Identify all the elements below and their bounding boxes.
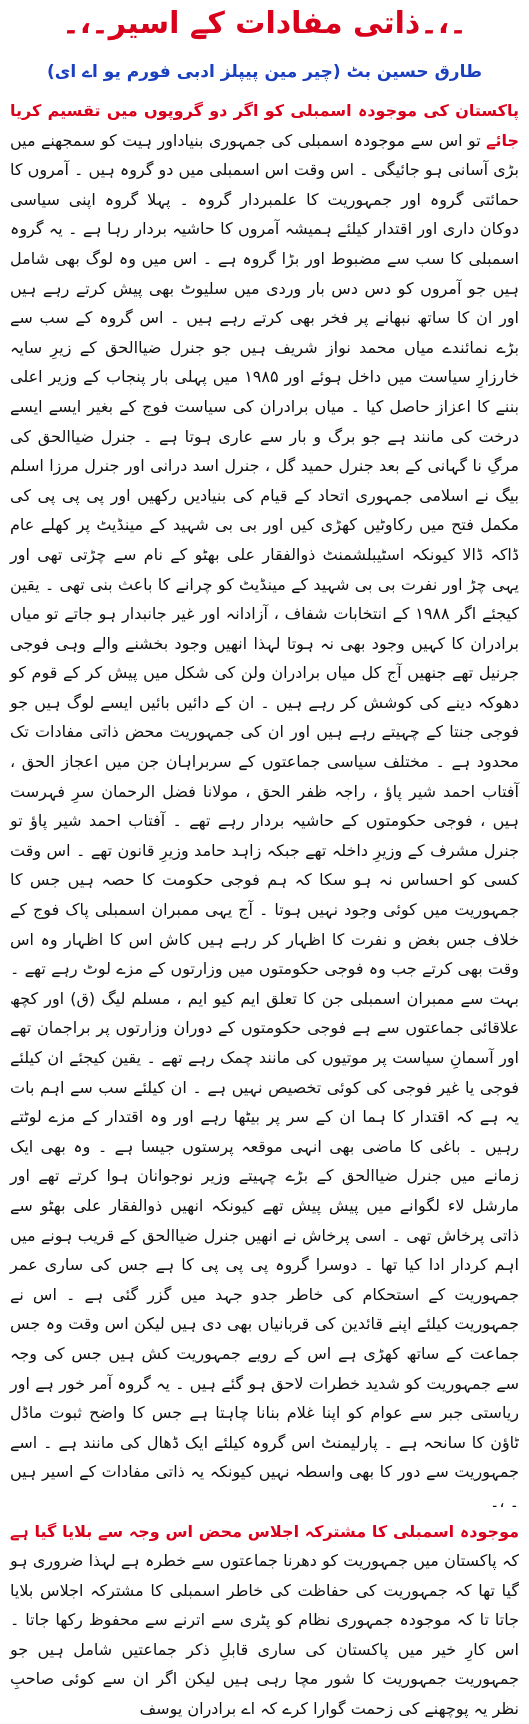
article-body (10, 96, 519, 1724)
lead-text: تو اس سے موجودہ اسمبلی کی جمہوری بنیاداور ہیت کو سمجھنے میں بڑی آسانی ہو جائیگی ۔ اس وقت اس اسمبلی میں دو گروہ ہیں ۔ آمروں کا حمائتی گروہ اور جمہوریت کا علمبردار گروہ ۔ پہلا گروہ اپنی سیاسی دوکان داری اور اقتدار کیلئے ہمیشہ آمروں کا حاشیہ بردار رہا ہے ۔ یہ گروہ اسمبلی کا سب سے مضبوط اور بڑا گروہ ہے ۔ اس میں وہ لوگ بھی شامل ہیں جو آمروں کو دس دس بار وردی میں سلیوٹ بھی پیش کرتے رہے ہیں اور ان کا ساتھ نبھانے پر فخر بھی کرتے رہے ہیں ۔ اس گروہ کے سب سے بڑے نمائندے میاں محمد نواز شریف ہیں جو جنرل ضیاالحق کے زیرِ سایہ خارزارِ سیاست میں داخل ہوئے اور ۱۹۸۵ میں پہلی بار پنجاب کے وزیر اعلی بننے کا اعزاز حاصل کیا ۔ میاں برادران کی سیاست فوج کے بغیر ایسے ایسے درخت کی مانند ہے جو برگ و بار سے عاری ہوتا ہے ۔ جنرل ضیاالحق کی مرگِ نا گہانی کے بعد جنرل حمید گل ، جنرل اسد درانی اور جنرل مرزا اسلم بیگ نے اسلامی جمہوری اتحاد کے قیام کی بنیادیں رکھیں اور پی پی پی کی مکمل فتح میں رکاوٹیں کھڑی کیں اور بی بی شہید کے مینڈیٹ پر کھلے عام ڈاکہ ڈالا کیونکہ اسٹیبلشمنٹ ذوالفقار علی بھٹو کے نام سے چڑتی تھی اور یہی چڑ اور نفرت بی بی شہید کے مینڈیٹ کو چرانے کا باعث بنی تھی ۔ یقین کیجئے اگر ۱۹۸۸ کے انتخابات شفاف ، آزادانہ اور غیر جانبدار ہو جاتے تو میاں برادران کا کہیں وجود بھی نہ ہوتا لہذا انھیں وجود بخشنے والے وہی فوجی جرنیل تھے جنھیں آج کل میاں برادران ولن کی شکل میں پیش کر کے قوم کو دھوکہ دینے کی کوشش کر رہے ہیں ۔ ان کے دائیں بائیں ایسے لوگ ہیں جو فوجی جنتا کے چہیتے رہے ہیں اور ان کی جمہوریت محض ذاتی مفادات تک محدود ہے ۔ مختلف سیاسی جماعتوں کے سربراہان جن میں اعجاز الحق ، آفتاب احمد شیر پاؤ ، راجہ ظفر الحق ، مولانا فضل الرحمان سرِ فہرست ہیں ، فوجی حکومتوں کے حاشیہ بردار رہے تھے ۔ آفتاب احمد شیر پاؤ تو جنرل مشرف کے وزیرِ داخلہ تھے جبکہ زاہد حامد وزیرِ قانون تھے ۔ اس وقت کسی کو احساس نہ ہو سکا کہ ہم فوجی حکومت کا حصہ ہیں جس کا جمہوریت میں کوئی وجود نہیں ہوتا ۔ آج یہی ممبران اسمبلی پاک فوج کے خلاف جس بغض و نفرت کا اظہار کر رہے ہیں کاش اس کا اظہار وہ اس وقت بھی کرتے جب وہ فوجی حکومتوں میں وزارتوں کے مزے لوٹ رہے تھے ۔ بہت سے ممبران اسمبلی جن کا تعلق ایم کیو ایم ، مسلم لیگ (ق) اور کچھ علاقائی جماعتوں سے ہے فوجی حکومتوں کے دوران وزارتوں پر براجمان تھے اور آسمانِ سیاست پر موتیوں کی مانند چمک رہے تھے ۔ یقین کیجئے ان کیلئے فوجی یا غیر فوجی کی کوئی تخصیص نہیں ہے ۔ ان کیلئے سب سے اہم بات یہ ہے کہ اقتدار کا ہما ان کے سر پر بیٹھا رہے اور وہ اقتدار کے مزے لوٹتے رہیں ۔ باغی کا ماضی بھی انہی موقعہ پرستوں جیسا ہے ۔ وہ بھی ایک زمانے میں جنرل ضیاالحق کے بڑے چہیتے وزیر نوجوانان ہوا کرتے تھے اور مارشل لاء لگوانے میں پیش پیش تھے کیونکہ انھیں ذوالفقار علی بھٹو سے ذاتی پرخاش تھی ۔ اسی پرخاش نے انھیں جنرل ضیاالحق کے قریب ہونے میں اہم کردار ادا کیا تھا ۔ دوسرا گروہ پی پی پی کا ہے جس کی ساری عمر جمہوریت کے استحکام کی خاطر جدو جہد میں گزر گئی ہے ۔ اس نے جمہوریت کیلئے اپنے قائدین کی قربانیاں بھی دی ہیں لیکن اس وقت وہ جس جماعت کے ساتھ کھڑی ہے اس کے رویے جمہوریت کش ہیں جس کی وجہ سے جمہوریت کو شدید خطرات لاحق ہو گئے ہیں ۔ یہ گروہ آمر خور ہے اور ریاستی جبر سے عوام کو اپنا غلام بنانا چاہتا ہے جس کا واضح ثبوت ماڈل ٹاؤن کا سانحہ ہے ۔ پارلیمنٹ اس گروہ کیلئے ایک ڈھال کی مانند ہے ۔ اسے جمہوریت سے دور کا بھی واسطہ نہیں کیونکہ یہ ذاتی مفادات کے اسیر ہیں ۔ ،۔ (10, 130, 520, 1511)
article-headline: ۔،۔ذاتی مفادات کے اسیر۔،۔ (62, 6, 467, 41)
lead-highlight: پاکستان کی موجودہ اسمبلی کو اگر دو گروپوں میں تقسیم کریا جائے (10, 101, 519, 150)
article-byline: طارق حسین بٹ (چیر مین پیپلز ادبی فورم یو اے ای) (47, 62, 482, 82)
para2-text: کہ پاکستان میں جمہوریت کو دھرنا جماعتوں سے خطرہ ہے لہذا ضروری ہو گیا تھا کہ جمہوریت کی حفاظت کی خاطر اسمبلی کا مشترکہ اجلاس بلایا جاتا تا کہ موجودہ جمہوری نظام کو پٹری سے اترنے سے محفوظ رکھا جاتا ۔ اس کارِ خیر میں پاکستان کی ساری قابلِ ذکر جماعتیں شامل ہیں جو جمہوریت جمہوریت کا شور مچا رہی ہیں لیکن اگر ان سے کوئی صاحبِ نظر یہ پوچھنے کی زحمت گوارا کرے کہ اے برادران یوسف (10, 1551, 519, 1719)
article-paragraph-2 (10, 1517, 519, 1724)
para2-highlight: موجودہ اسمبلی کا مشترکہ اجلاس محض اس وجہ سے بلایا گیا ہے (10, 1521, 519, 1541)
article-paragraph-lead (10, 96, 519, 1517)
